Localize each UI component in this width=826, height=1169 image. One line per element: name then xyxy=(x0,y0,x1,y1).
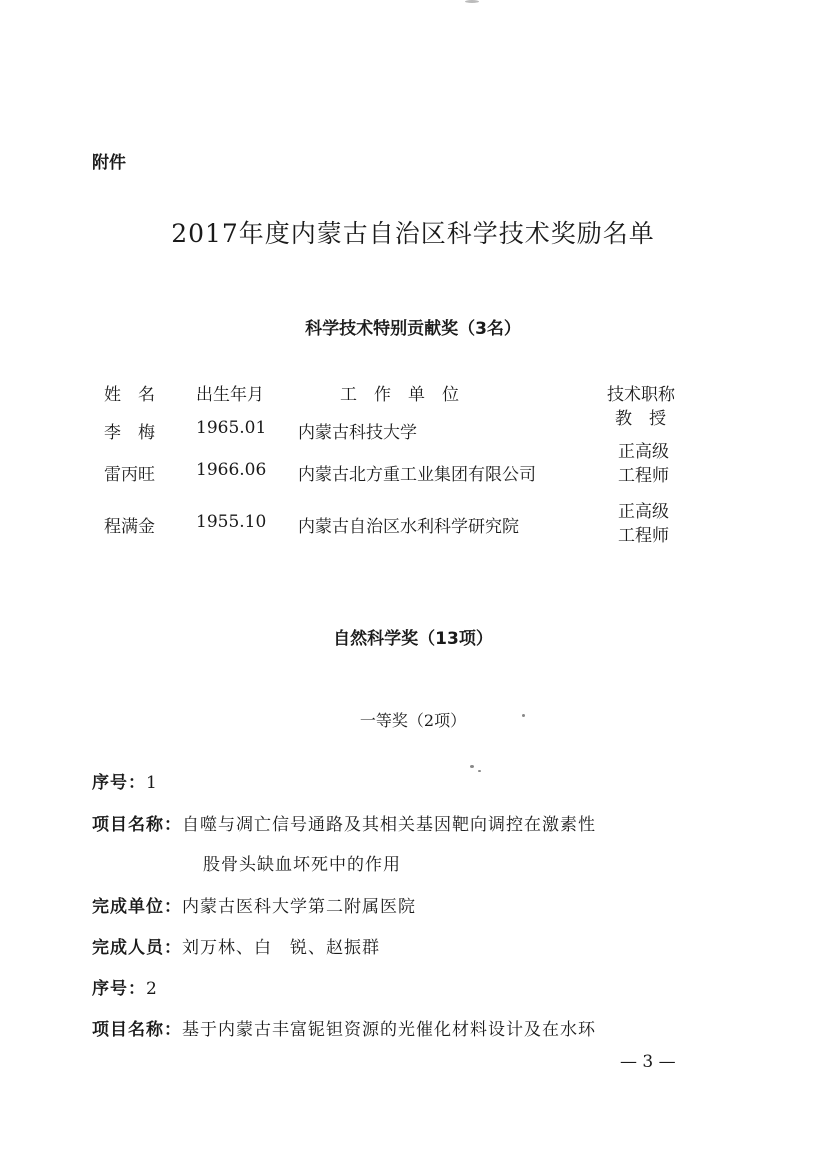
row3-unit: 内蒙古自治区水利科学研究院 xyxy=(298,517,519,537)
unit-value: 内蒙古医科大学第二附属医院 xyxy=(182,897,416,917)
project1-people xyxy=(92,933,380,958)
people-label: 完成人员： xyxy=(92,938,182,958)
bleed-through-text xyxy=(95,684,111,707)
seq-value: 1 xyxy=(146,773,158,793)
natural-science-heading: 自然科学奖（13项） xyxy=(333,629,493,649)
row2-name: 雷丙旺 xyxy=(104,465,155,485)
project-name-label: 项目名称： xyxy=(92,815,182,835)
project1-name-line2: 股骨头缺血坏死中的作用 xyxy=(203,855,401,875)
special-award-heading: 科学技术特别贡献奖（3名） xyxy=(305,319,521,339)
unit-label: 完成单位： xyxy=(92,897,182,917)
project1-seq xyxy=(92,768,158,793)
scan-speck xyxy=(522,714,525,717)
document-title: 2017年度内蒙古自治区科学技术奖励名单 xyxy=(171,219,655,248)
people-value: 刘万林、白 锐、赵振群 xyxy=(182,938,380,958)
seq-label: 序号： xyxy=(92,979,146,999)
seq-value: 2 xyxy=(146,979,158,999)
row2-title-line1: 正高级 xyxy=(618,442,669,462)
row3-name: 程满金 xyxy=(104,517,155,537)
project1-name xyxy=(92,810,596,835)
scan-speck xyxy=(465,0,479,3)
row2-birth: 1966.06 xyxy=(196,460,267,480)
row1-name: 李 梅 xyxy=(104,423,155,443)
row2-unit: 内蒙古北方重工业集团有限公司 xyxy=(298,465,536,485)
project1-unit xyxy=(92,892,416,917)
project-name-line1: 自噬与凋亡信号通路及其相关基因靶向调控在激素性 xyxy=(182,815,596,835)
row2-title-line2: 工程师 xyxy=(618,466,669,486)
row3-title-line1: 正高级 xyxy=(618,502,669,522)
header-name: 姓 名 xyxy=(104,385,155,405)
first-prize-heading: 一等奖（2项） xyxy=(359,711,467,730)
row3-birth: 1955.10 xyxy=(196,512,267,532)
seq-label: 序号： xyxy=(92,773,146,793)
project2-name xyxy=(92,1015,596,1040)
scan-speck xyxy=(478,770,481,772)
header-title: 技术职称 xyxy=(607,385,675,405)
row1-birth: 1965.01 xyxy=(196,418,267,438)
scan-speck xyxy=(470,765,474,768)
header-birth: 出生年月 xyxy=(196,385,264,405)
row1-title: 教 授 xyxy=(615,409,666,429)
project-name-line1: 基于内蒙古丰富铌钽资源的光催化材料设计及在水环 xyxy=(182,1020,596,1040)
row1-unit: 内蒙古科技大学 xyxy=(298,423,417,443)
project2-seq xyxy=(92,974,158,999)
page-number: — 3 — xyxy=(620,1052,676,1072)
row3-title-line2: 工程师 xyxy=(618,526,669,546)
attachment-label: 附件 xyxy=(92,153,126,173)
header-unit: 工 作 单 位 xyxy=(340,385,459,405)
project-name-label: 项目名称： xyxy=(92,1020,182,1040)
